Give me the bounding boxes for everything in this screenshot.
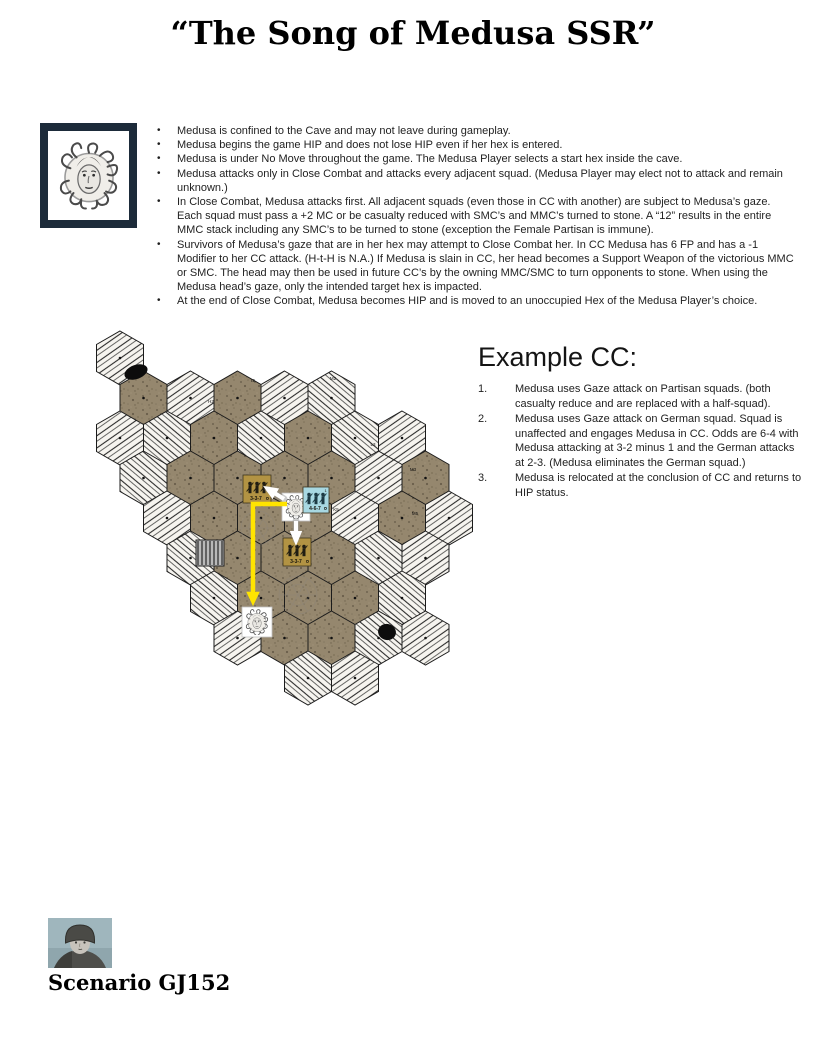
example-item [478,412,806,470]
bullet-icon: • [157,167,161,179]
rule-text: Survivors of Medusa’s gaze that are in her hex may attempt to Close Combat her. In CC Medusa has 6 FP and has a -1 Modifier to her CC attack. (H-t-H is N.A.) If Medusa is slain in CC, her head becomes a Support Weapon of the victorious MMC or SMC. The head may then be used in future CC’s by the owning MMC/SMC to turn opponents to stone. When using the Medusa head’s gaze, only the intended target hex is impacted. [177,238,794,294]
bullet-icon: • [157,153,161,165]
item-number: 2. [478,413,488,425]
svg-text:3-3-7: 3-3-7 [250,496,262,502]
hex-coordinate-label: M2 [329,376,337,381]
hex-coordinate-label: L3 [370,442,376,447]
medusa-icon [58,140,120,212]
rule-item [155,124,795,138]
rule-text: At the end of Close Combat, Medusa becomes HIP and is moved to an unoccupied Hex of the Medusa Player’s choice. [177,295,758,308]
rule-text: Medusa is confined to the Cave and may not leave during gameplay. [177,125,511,137]
cave-map-svg [94,329,476,707]
item-number: 1. [478,383,488,395]
ssr-rules-list [155,124,795,309]
bullet-icon: • [157,125,161,136]
german-squad-counter [303,487,329,513]
item-text: Medusa is relocated at the conclusion of CC and returns to HIP status. [515,472,802,499]
rule-item [155,152,795,166]
rule-item [155,167,795,195]
rule-text: Medusa begins the game HIP and does not lose HIP even if her hex is entered. [177,139,563,152]
rule-item [155,195,795,238]
hex-coordinate-label: M3 [409,467,417,472]
example-heading: Example CC: [478,342,638,372]
example-item [478,471,806,500]
example-item [478,382,806,411]
bullet-icon: • [157,238,161,250]
svg-text:1: 1 [324,488,327,494]
hex-coordinate-label: M5 [411,511,419,516]
svg-text:3-3-7: 3-3-7 [290,559,302,565]
rule-item [155,138,795,152]
bullet-icon: • [157,139,161,151]
bullet-icon: • [157,196,161,208]
example-list [478,382,806,500]
rule-item [155,238,795,295]
item-text: Medusa uses Gaze attack on Partisan squads. (both casualty reduce and are replaced with a half-squad). [515,383,771,410]
hex-coordinate-label: I2 [251,378,255,383]
bullet-icon: • [157,295,161,307]
medusa-counter-relocated [242,607,272,637]
rule-text: Medusa is under No Move throughout the game. The Medusa Player selects a start hex inside the cave. [177,153,683,166]
rule-item [155,294,795,308]
hex-coordinate-label: K5 [333,507,339,512]
cave-structure [196,540,224,566]
rule-text: Medusa attacks only in Close Combat and attacks every adjacent squad. (Medusa Player may elect not to attack and remain unknown.) [177,167,783,194]
item-number: 3. [478,472,488,484]
scenario-label: Scenario GJ152 [48,970,231,995]
hex-coordinate-label: H2 [208,399,214,404]
svg-text:4-6-7: 4-6-7 [309,506,321,512]
medusa-portrait-frame [40,123,137,228]
rule-text: In Close Combat, Medusa attacks first. All adjacent squads (even those in CC with another) are subject to Medusa’s gaze. Each squad must pass a +2 MC or be casualty reduced with SMC’s and MMC’s turned to stone. A “12” results in the entire MMC stack including any SMC’s to be turned to stone (exception the Female Partisan is immune). [177,196,772,237]
example-cc-section [478,342,806,501]
german-soldier-photo [48,918,112,968]
item-text: Medusa uses Gaze attack on German squad. Squad is unaffected and engages Medusa in CC. Odds are 6-4 with Medusa attacking at 3-2 minus 1 and the German attacks at 2-3. (Medusa eliminates the German squad.) [515,413,799,469]
page-title: “The Song of Medusa SSR” [170,14,656,52]
